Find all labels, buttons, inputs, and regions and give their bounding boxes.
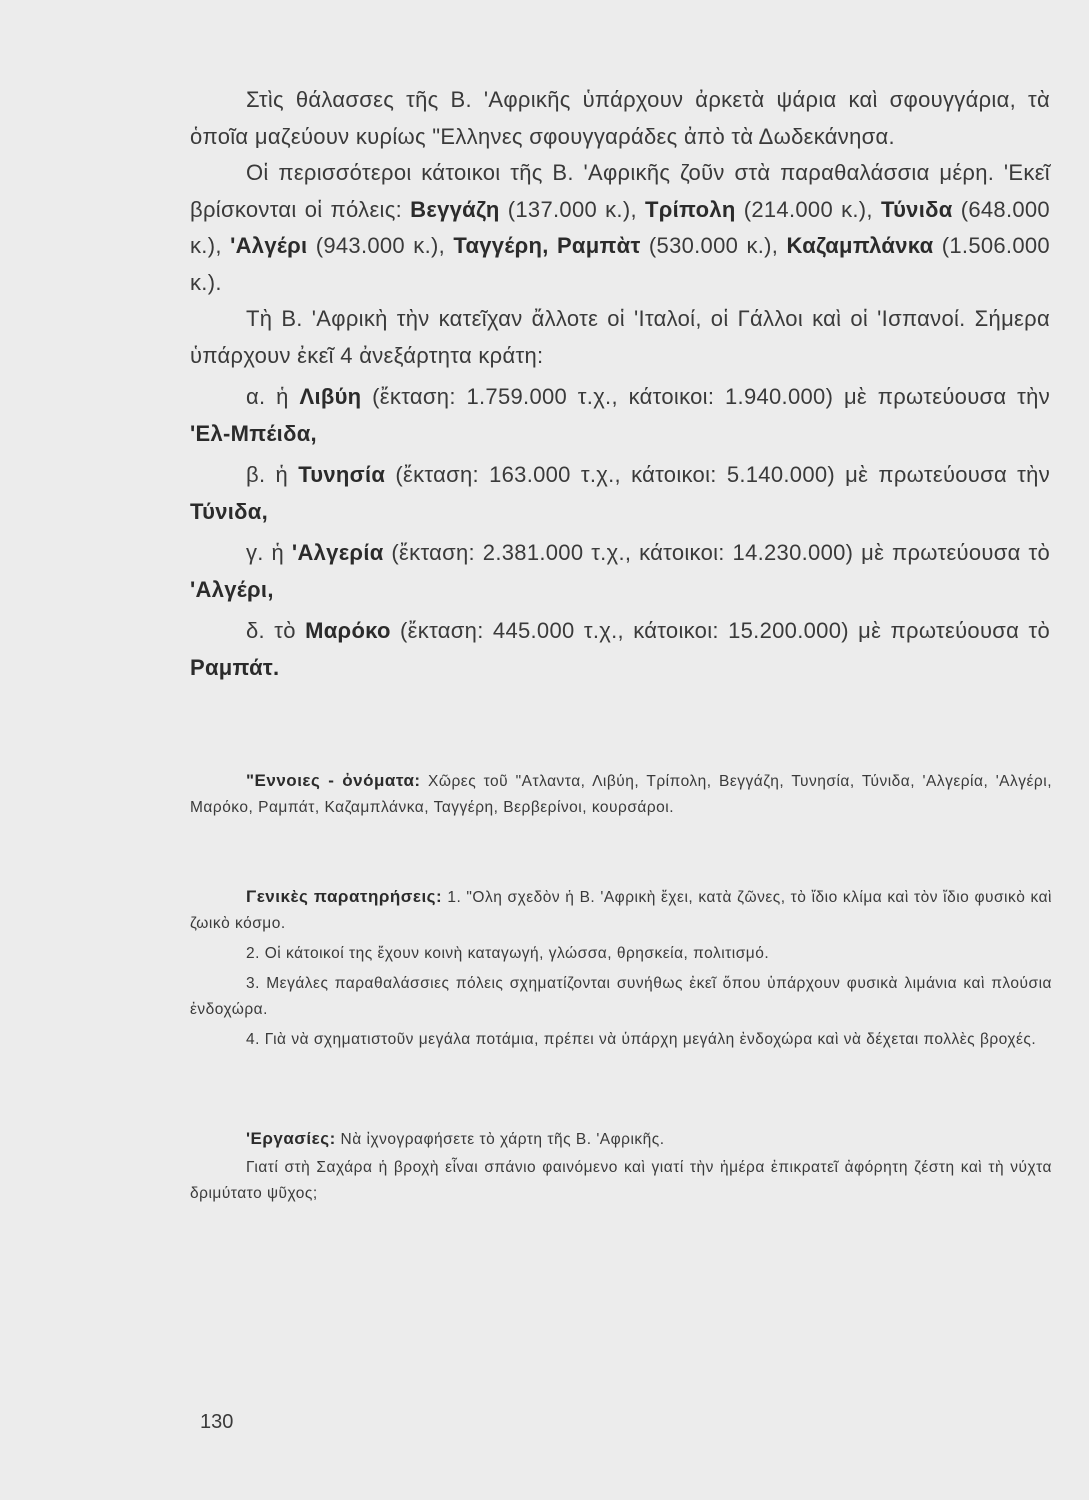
main-text: [190, 82, 1050, 686]
city-benghazi: Βεγγάζη: [410, 196, 500, 222]
state-item-algeria: γ. ἡ 'Αλγερία (ἔκταση: 2.381.000 τ.χ., κάτοικοι: 14.230.000) μὲ πρωτεύουσα τὸ 'Αλγέρι,: [190, 540, 1050, 602]
remark-2: 2. Οἱ κάτοικοί της ἔχουν κοινὴ καταγωγή, γλώσσα, θρησκεία, πολιτισμό.: [246, 945, 770, 962]
concepts-text: Χῶρες τοῦ "Ατλαντα, Λιβύη, Τρίπολη, Βεγγάζη, Τυνησία, Τύνιδα, 'Αλγερία, 'Αλγέρι, Μαρόκο, Ραμπάτ, Καζαμπλάνκα, Ταγγέρη, Βερβερίνοι, κουρσάροι.: [190, 773, 1052, 816]
city-tripoli: Τρίπολη: [645, 196, 736, 222]
state-item-morocco: δ. τὸ Μαρόκο (ἔκταση: 445.000 τ.χ., κάτοικοι: 15.200.000) μὲ πρωτεύουσα τὸ Ραμπάτ.: [190, 618, 1050, 680]
state-item-tunisia: β. ἡ Τυνησία (ἔκταση: 163.000 τ.χ., κάτοικοι: 5.140.000) μὲ πρωτεύουσα τὴν Τύνιδα,: [190, 462, 1050, 524]
page-number: 130: [200, 1411, 234, 1433]
city-tunis: Τύνιδα: [880, 196, 953, 222]
remarks-section: [190, 884, 1052, 1053]
remarks-label: Γενικὲς παρατηρήσεις:: [246, 887, 443, 906]
concepts-section: [190, 768, 1052, 821]
city-casablanca: Καζαμπλάνκα: [786, 233, 934, 258]
concepts-label: "Εννοιες - ὀνόματα:: [246, 771, 421, 790]
paragraph-sponges: Στὶς θάλασσες τῆς Β. 'Αφρικῆς ὑπάρχουν ἀρκετὰ ψάρια καὶ σφουγγάρια, τὰ ὁποῖα μαζεύουν κυρίως "Ελληνες σφουγγαράδες ἀπὸ τὰ Δωδεκάνησα.: [190, 87, 1050, 149]
state-item-libya: α. ἡ Λιβύη (ἔκταση: 1.759.000 τ.χ., κάτοικοι: 1.940.000) μὲ πρωτεύουσα τὴν 'Ελ-Μπέιδα,: [190, 384, 1050, 446]
exercises-section: [190, 1126, 1052, 1207]
exercise-1: Νὰ ἰχνογραφήσετε τὸ χάρτη τῆς Β. 'Αφρικῆς.: [335, 1131, 665, 1148]
city-tangier-rabat: Ταγγέρη, Ραμπὰτ: [453, 233, 641, 258]
remark-4: 4. Γιὰ νὰ σχηματιστοῦν μεγάλα ποτάμια, πρέπει νὰ ὑπάρχη μεγάλη ἐνδοχώρα καὶ νὰ δέχεται πολλὲς βροχές.: [246, 1031, 1037, 1048]
paragraph-states-intro: Τὴ Β. 'Αφρικὴ τὴν κατεῖχαν ἄλλοτε οἱ 'Ιταλοί, οἱ Γάλλοι καὶ οἱ 'Ισπανοί. Σήμερα ὑπάρχουν ἐκεῖ 4 ἀνεξάρτητα κράτη:: [190, 306, 1050, 368]
paragraph-cities: Οἱ περισσότεροι κάτοικοι τῆς Β. 'Αφρικῆς ζοῦν στὰ παραθαλάσσια μέρη. 'Εκεῖ βρίσκονται οἱ πόλεις: Βεγγάζη (137.000 κ.), Τρίπολη (214.000 κ.), Τύνιδα (648.000 κ.), 'Αλγέρι (943.000 κ.), Ταγγέρη, Ραμπὰτ (530.000 κ.), Καζαμπλάνκα (1.506.000 κ.).: [190, 160, 1050, 295]
remark-1: 1. "Ολη σχεδὸν ἡ Β. 'Αφρικὴ ἔχει, κατὰ ζῶνες, τὸ ἴδιο κλίμα καὶ τὸν ἴδιο φυσικὸ καὶ ζωικὸ κόσμο.: [190, 889, 1052, 932]
remark-3: 3. Μεγάλες παραθαλάσσιες πόλεις σχηματίζονται συνήθως ἐκεῖ ὅπου ὑπάρχουν φυσικὰ λιμάνια καὶ πλούσια ἐνδοχώρα.: [190, 975, 1052, 1018]
exercises-label: 'Εργασίες:: [246, 1129, 336, 1148]
city-algiers: 'Αλγέρι: [230, 233, 308, 258]
exercise-2: Γιατί στὴ Σαχάρα ἡ βροχὴ εἶναι σπάνιο φαινόμενο καὶ γιατί τὴν ἡμέρα ἐπικρατεῖ ἀφόρητη ζέστη καὶ τὴ νύχτα δριμύτατο ψῦχος;: [190, 1159, 1052, 1202]
